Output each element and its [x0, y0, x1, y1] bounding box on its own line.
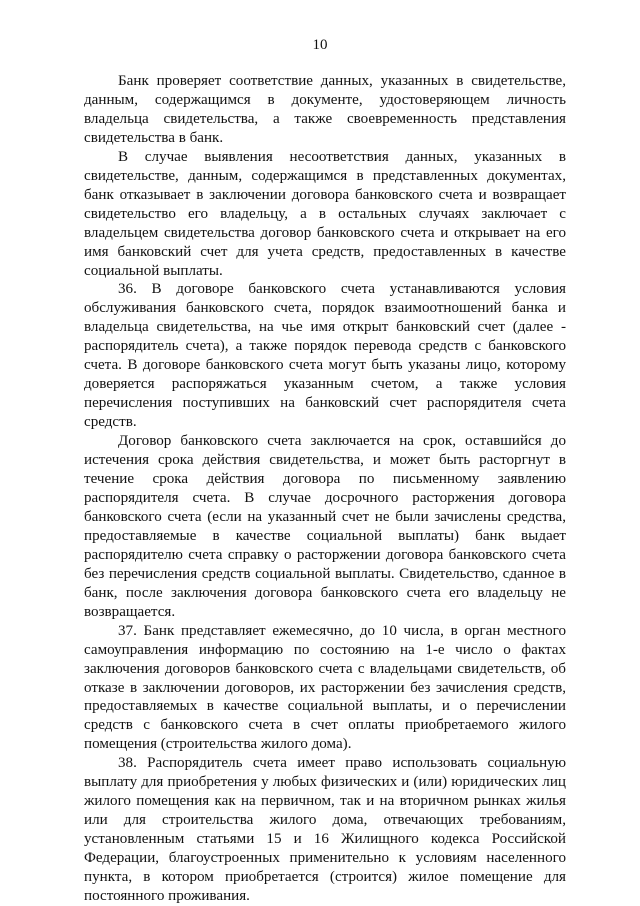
paragraph-clause-36: 36. В договоре банковского счета устанавливаются условия обслуживания банковского счета, порядок взаимоотношений банка и владельца свидетельства, на чье имя открыт банковский счет (далее - распорядитель счета), а также порядок перевода средств с банковского счета. В договоре банковского счета могут быть указаны лицо, которому доверяется распоряжаться указанным счетом, а также условия перечисления поступивших на банковский счет распорядителя счета средств.: [84, 281, 566, 431]
paragraph-contract-term: Договор банковского счета заключается на срок, оставшийся до истечения срока действия свидетельства, и может быть расторгнут в течение срока действия договора по письменному заявлению распорядителя счета. В случае досрочного расторжения договора банковского счета (если на указанный счет не были зачислены средства, предоставляемые в качестве социальной выплаты) банк выдает распорядителю счета справку о расторжении договора банковского счета без перечисления средств социальной выплаты. Свидетельство, сданное в банк, после заключения договора банковского счета его владельцу не возвращается.: [84, 433, 566, 620]
paragraph-bank-verification: Банк проверяет соответствие данных, указанных в свидетельстве, данным, содержащимся в документе, удостоверяющем личность владельца свидетельства, а также своевременность представления свидетельства в банк.: [84, 73, 566, 146]
page-number: 10: [312, 37, 328, 53]
paragraph-clause-38: 38. Распорядитель счета имеет право использовать социальную выплату для приобретения у любых физических и (или) юридических лиц жилого помещения как на первичном, так и на вторичном рынках жилья или для строительства жилого дома, отвечающих требованиям, установленным статьями 15 и 16 Жилищного кодекса Российской Федерации, благоустроенных применительно к условиям населенного пункта, в котором приобретается (строится) жилое помещение для постоянного проживания.: [84, 755, 566, 904]
paragraph-mismatch-refusal: В случае выявления несоответствия данных, указанных в свидетельстве, данным, содержащимся в представленных документах, банк отказывает в заключении договора банковского счета и возвращает свидетельство его владельцу, а в остальных случаях заключает с владельцем свидетельства договор банковского счета и открывает на его имя банковский счет для учета средств, предоставленных в качестве социальной выплаты.: [84, 148, 566, 279]
paragraph-clause-37: 37. Банк представляет ежемесячно, до 10 числа, в орган местного самоуправления информацию по состоянию на 1-е число о фактах заключения договоров банковского счета с владельцами свидетельств, об отказе в заключении договоров, их расторжении без зачисления средств, предоставляемых в качестве социальной выплаты, и о перечислении средств с банковского счета в счет оплаты приобретаемого жилого помещения (строительства жилого дома).: [84, 622, 566, 753]
document-body: [84, 72, 566, 906]
